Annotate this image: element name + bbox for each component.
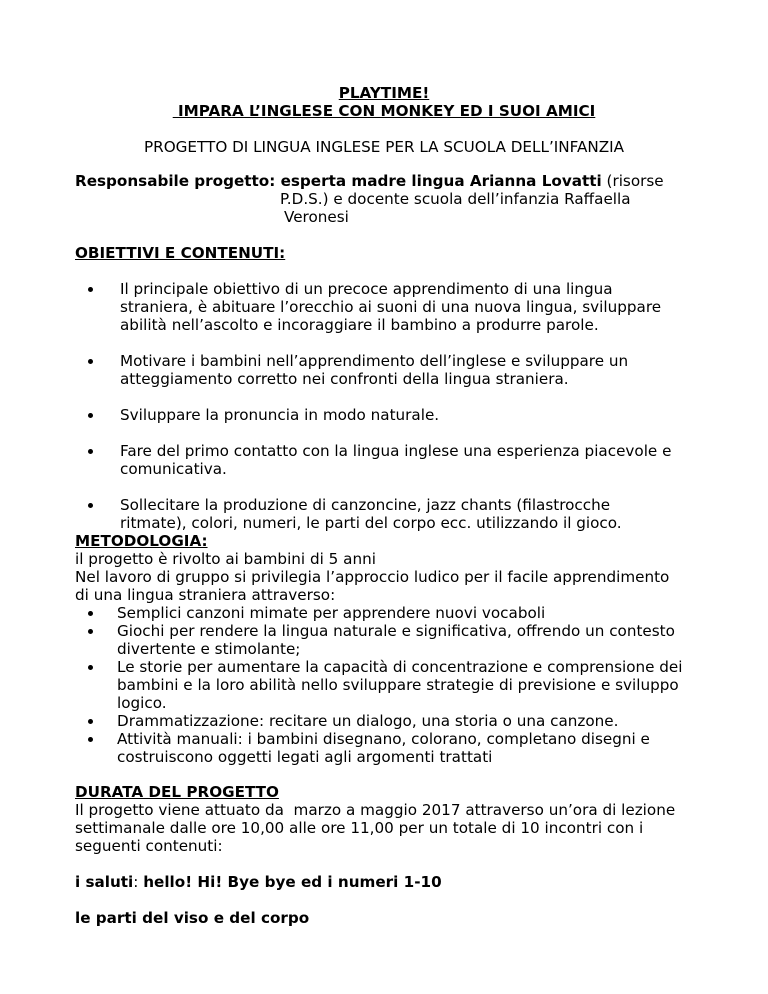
obiettivi-bullet-icon <box>88 449 93 454</box>
metodologia-item-line: divertente e stimolante; <box>117 640 301 658</box>
obiettivi-item-line: abilità nell’ascolto e incoraggiare il bambino a produrre parole. <box>120 316 599 334</box>
obiettivi-item-line: ritmate), colori, numeri, le parti del corpo ecc. utilizzando il gioco. <box>120 514 622 532</box>
metodologia-item-line: costruiscono oggetti legati agli argomenti trattati <box>117 748 493 766</box>
responsabile-rest: (risorse <box>601 172 664 190</box>
saluti-label: i saluti <box>75 873 134 891</box>
responsabile-line3: Veronesi <box>284 208 349 226</box>
obiettivi-item-line: Fare del primo contatto con la lingua inglese una esperienza piacevole e <box>120 442 672 460</box>
metodologia-bullet-icon <box>88 665 93 670</box>
obiettivi-bullet-icon <box>88 287 93 292</box>
metodologia-item-line: Giochi per rendere la lingua naturale e significativa, offrendo un contesto <box>117 622 675 640</box>
obiettivi-item-line: straniera, è abituare l’orecchio ai suoni di una nuova lingua, sviluppare <box>120 298 662 316</box>
parti-line: le parti del viso e del corpo <box>75 909 310 927</box>
obiettivi-item-line: Il principale obiettivo di un precoce apprendimento di una lingua <box>120 280 613 298</box>
obiettivi-item-line: Sviluppare la pronuncia in modo naturale. <box>120 406 440 424</box>
obiettivi-item-line: Sollecitare la produzione di canzoncine, jazz chants (filastrocche <box>120 496 611 514</box>
responsabile-label: Responsabile progetto: esperta madre lingua Arianna Lovatti <box>75 172 602 190</box>
doc-subtitle: PROGETTO DI LINGUA INGLESE PER LA SCUOLA DELL’INFANZIA <box>144 138 624 156</box>
metodologia-bullet-icon <box>88 737 93 742</box>
metodologia-item-line: bambini e la loro abilità nello sviluppare strategie di previsione e sviluppo <box>117 676 679 694</box>
durata-line-3: seguenti contenuti: <box>75 837 223 855</box>
obiettivi-heading: OBIETTIVI E CONTENUTI: <box>75 244 286 262</box>
durata-heading: DURATA DEL PROGETTO <box>75 783 279 801</box>
doc-title: PLAYTIME! <box>338 84 430 102</box>
metodologia-item-line: Le storie per aumentare la capacità di concentrazione e comprensione dei <box>117 658 683 676</box>
durata-line-1: Il progetto viene attuato da marzo a maggio 2017 attraverso un’ora di lezione <box>75 801 676 819</box>
obiettivi-item-line: comunicativa. <box>120 460 227 478</box>
metodologia-heading: METODOLOGIA: <box>75 532 208 550</box>
metodologia-intro-2: Nel lavoro di gruppo si privilegia l’approccio ludico per il facile apprendimento <box>75 568 670 586</box>
obiettivi-bullet-icon <box>88 413 93 418</box>
responsabile-line2: P.D.S.) e docente scuola dell’infanzia Raffaella <box>280 190 631 208</box>
saluti-content: hello! Hi! Bye bye ed i numeri 1-10 <box>143 873 442 891</box>
metodologia-bullet-icon <box>88 629 93 634</box>
metodologia-intro-3: di una lingua straniera attraverso: <box>75 586 336 604</box>
durata-line-2: settimanale dalle ore 10,00 alle ore 11,00 per un totale di 10 incontri con i <box>75 819 644 837</box>
metodologia-bullet-icon <box>88 719 93 724</box>
metodologia-intro-1: il progetto è rivolto ai bambini di 5 anni <box>75 550 376 568</box>
saluti-colon: : <box>133 873 144 891</box>
metodologia-bullet-icon <box>88 611 93 616</box>
obiettivi-bullet-icon <box>88 359 93 364</box>
doc-title-line2: IMPARA L’INGLESE CON MONKEY ED I SUOI AMICI <box>172 102 596 120</box>
metodologia-item-line: Semplici canzoni mimate per apprendere nuovi vocaboli <box>117 604 546 622</box>
obiettivi-item-line: atteggiamento corretto nei confronti della lingua straniera. <box>120 370 569 388</box>
saluti-line <box>75 873 442 891</box>
obiettivi-bullet-icon <box>88 503 93 508</box>
metodologia-item-line: Drammatizzazione: recitare un dialogo, una storia o una canzone. <box>117 712 619 730</box>
obiettivi-item-line: Motivare i bambini nell’apprendimento dell’inglese e sviluppare un <box>120 352 629 370</box>
metodologia-item-line: Attività manuali: i bambini disegnano, colorano, completano disegni e <box>117 730 650 748</box>
responsabile-line1 <box>75 172 664 190</box>
metodologia-item-line: logico. <box>117 694 167 712</box>
